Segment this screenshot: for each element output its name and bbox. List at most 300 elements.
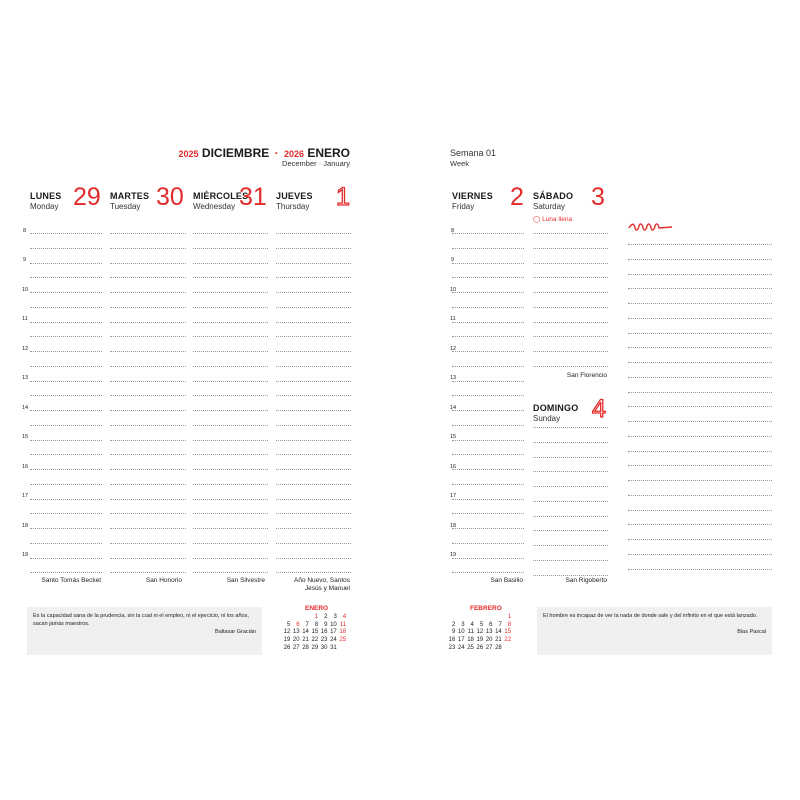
writing-line: [193, 322, 268, 323]
day-header-saturday: [533, 183, 608, 223]
writing-line: [276, 410, 351, 411]
writing-line: [533, 427, 608, 428]
writing-line: [30, 277, 102, 278]
calendar-day: 5: [479, 621, 484, 628]
writing-line: [276, 351, 351, 352]
writing-line: [628, 465, 772, 466]
calendar-day: 11: [339, 621, 347, 628]
calendar-day: 23: [320, 637, 328, 644]
calendar-day: 26: [283, 644, 291, 651]
writing-line: [533, 248, 608, 249]
writing-line: [110, 440, 186, 441]
saint-monday: Santo Tomás Becket: [41, 577, 101, 584]
saint-thursday: [294, 577, 350, 593]
quote-text-left: Es la capacidad sana de la prudencia, sin la cual ni el empleo, ni el ejercicio, ni los años, sacan jamás maestros.: [33, 613, 249, 628]
writing-line: [30, 410, 102, 411]
calendar-day: 9: [324, 621, 328, 628]
writing-line: [628, 436, 772, 437]
mini-calendar-title: ENERO: [305, 605, 329, 612]
calendar-day: [300, 614, 309, 622]
writing-line: [30, 233, 102, 234]
hour-label: 11: [22, 316, 28, 322]
writing-line: [110, 469, 186, 470]
writing-line: [193, 351, 268, 352]
writing-line: [110, 425, 186, 426]
writing-line: [628, 554, 772, 555]
writing-line: [110, 277, 186, 278]
writing-line: [628, 347, 772, 348]
writing-line: [276, 292, 351, 293]
writing-line: [30, 454, 102, 455]
writing-line: [276, 233, 351, 234]
hour-label: 19: [450, 552, 457, 558]
writing-line: [628, 274, 772, 275]
day-name-en: Sunday: [533, 414, 561, 423]
writing-line: [533, 516, 608, 517]
day-header-wednesday: [193, 183, 268, 211]
writing-line: [30, 440, 102, 441]
writing-line: [110, 366, 186, 367]
writing-line: [628, 510, 772, 511]
writing-line: [452, 425, 524, 426]
week-label-en: Week: [450, 159, 470, 168]
calendar-day: 16: [320, 629, 328, 636]
writing-line: [276, 543, 351, 544]
writing-line: [193, 543, 268, 544]
writing-line: [193, 425, 268, 426]
writing-line: [533, 366, 608, 367]
day-name-es: SÁBADO: [533, 191, 574, 201]
writing-line: [30, 513, 102, 514]
writing-line: [110, 572, 186, 573]
writing-line: [276, 499, 351, 500]
writing-line: [193, 277, 268, 278]
calendar-day: 6: [489, 621, 493, 628]
writing-line: [628, 569, 772, 570]
calendar-day: 23: [448, 644, 456, 651]
title-separator: ·: [274, 146, 279, 160]
hour-label: 13: [22, 375, 29, 381]
writing-line: [276, 263, 351, 264]
day-number: 1: [336, 183, 350, 211]
writing-line: [30, 351, 102, 352]
writing-line: [533, 351, 608, 352]
day-name-en: Friday: [452, 202, 475, 211]
writing-line: [452, 572, 524, 573]
calendar-day: 13: [292, 629, 300, 636]
writing-line: [276, 336, 351, 337]
writing-line: [30, 322, 102, 323]
writing-line: [628, 362, 772, 363]
calendar-day: [337, 645, 346, 653]
calendar-day: 28: [495, 644, 502, 651]
writing-line: [110, 322, 186, 323]
writing-line: [628, 406, 772, 407]
writing-line: [452, 484, 524, 485]
writing-line: [533, 277, 608, 278]
writing-line: [276, 307, 351, 308]
writing-line: [628, 318, 772, 319]
calendar-day: 22: [504, 637, 512, 644]
writing-line: [452, 277, 524, 278]
writing-line: [30, 558, 102, 559]
writing-line: [452, 558, 524, 559]
writing-line: [193, 528, 268, 529]
writing-line: [628, 480, 772, 481]
calendar-day: [492, 614, 501, 622]
writing-line: [452, 410, 524, 411]
writing-line: [628, 539, 772, 540]
calendar-day: 15: [311, 629, 319, 636]
writing-line: [276, 366, 351, 367]
writing-line: [110, 410, 186, 411]
writing-line: [193, 307, 268, 308]
writing-line: [452, 322, 524, 323]
hour-label: 17: [450, 493, 457, 499]
day-number: 29: [73, 183, 101, 211]
calendar-day: 10: [330, 621, 337, 628]
writing-line: [110, 351, 186, 352]
calendar-day: 12: [283, 629, 291, 636]
calendar-day: 17: [457, 637, 465, 644]
writing-line: [30, 395, 102, 396]
writing-line: [30, 484, 102, 485]
writing-line: [276, 454, 351, 455]
day-header-monday: [30, 183, 102, 211]
calendar-day: 13: [485, 629, 493, 636]
calendar-day: 25: [467, 644, 474, 651]
writing-line: [628, 421, 772, 422]
writing-line: [110, 499, 186, 500]
calendar-day: [455, 614, 464, 622]
month-end: ENERO: [307, 146, 350, 160]
writing-line: [452, 233, 524, 234]
hour-label: 12: [450, 346, 457, 352]
day-number: 3: [591, 183, 605, 211]
calendar-day: 10: [457, 629, 465, 636]
writing-line: [628, 303, 772, 304]
calendar-day: 25: [339, 637, 347, 644]
hour-label: 16: [22, 464, 29, 470]
calendar-day: 7: [498, 621, 502, 628]
full-moon-label: ◯ Luna llena: [533, 216, 573, 223]
writing-line: [452, 381, 524, 382]
writing-line: [628, 495, 772, 496]
writing-line: [110, 336, 186, 337]
saint-line: Año Nuevo, Santos: [293, 577, 350, 584]
calendar-day: 20: [292, 637, 300, 644]
day-number: 30: [156, 183, 184, 211]
writing-line: [533, 530, 608, 531]
saint-friday: San Basilio: [490, 577, 523, 584]
day-name-en: Saturday: [533, 202, 566, 211]
writing-line: [193, 292, 268, 293]
writing-line: [533, 575, 608, 576]
writing-line: [628, 259, 772, 260]
saint-saturday: San Florencio: [566, 372, 607, 379]
writing-line: [628, 392, 772, 393]
week-label: Semana 01: [450, 148, 497, 158]
mini-calendar-title: FEBRERO: [470, 605, 502, 612]
writing-line: [452, 513, 524, 514]
writing-line: [452, 543, 524, 544]
calendar-day: 5: [286, 621, 291, 628]
writing-line: [276, 322, 351, 323]
writing-line: [628, 451, 772, 452]
calendar-day: 11: [467, 629, 474, 636]
day-header-thursday: [276, 183, 351, 211]
writing-line: [533, 457, 608, 458]
calendar-day: 14: [302, 629, 309, 636]
writing-line: [193, 336, 268, 337]
writing-line: [276, 395, 351, 396]
writing-line: [452, 292, 524, 293]
calendar-day: [465, 614, 474, 622]
writing-line: [193, 484, 268, 485]
calendar-day: [446, 614, 455, 622]
writing-line: [110, 381, 186, 382]
calendar-day: [281, 614, 290, 622]
writing-line: [193, 572, 268, 573]
quote-author-right: Blas Pascal: [737, 629, 766, 635]
calendar-day: 29: [311, 644, 319, 651]
day-number: 4: [592, 395, 606, 423]
writing-line: [452, 440, 524, 441]
writing-line: [193, 395, 268, 396]
day-name-es: DOMINGO: [533, 403, 579, 413]
writing-line: [628, 377, 772, 378]
writing-line: [193, 381, 268, 382]
writing-line: [533, 501, 608, 502]
writing-line: [110, 292, 186, 293]
calendar-day: 15: [504, 629, 512, 636]
writing-line: [193, 469, 268, 470]
day-name-en: Tuesday: [110, 202, 141, 211]
writing-line: [110, 395, 186, 396]
calendar-day: 22: [311, 637, 319, 644]
writing-line: [193, 454, 268, 455]
writing-line: [452, 469, 524, 470]
day-name-en: Monday: [30, 202, 59, 211]
saint-sunday: San Rigoberto: [565, 577, 607, 584]
calendar-day: 16: [448, 637, 456, 644]
writing-line: [533, 336, 608, 337]
year-start: 2025: [178, 149, 199, 159]
calendar-day: 3: [461, 621, 465, 628]
calendar-day: 21: [302, 637, 309, 644]
hour-label: 9: [451, 257, 455, 263]
writing-line: [110, 454, 186, 455]
calendar-day: 6: [296, 621, 300, 628]
hour-label: 12: [22, 346, 29, 352]
writing-line: [110, 513, 186, 514]
day-name-es: JUEVES: [276, 191, 313, 201]
writing-line: [452, 528, 524, 529]
writing-line: [110, 528, 186, 529]
writing-line: [276, 440, 351, 441]
writing-line: [533, 263, 608, 264]
hour-label: 11: [450, 316, 456, 322]
writing-line: [30, 425, 102, 426]
calendar-day: 1: [507, 614, 512, 620]
calendar-day: 8: [314, 621, 319, 628]
hour-label: 17: [22, 493, 29, 499]
writing-line: [30, 248, 102, 249]
writing-line: [30, 469, 102, 470]
saint-wednesday: San Silvestre: [226, 577, 265, 584]
hour-label: 18: [450, 523, 457, 529]
calendar-day: 28: [302, 644, 309, 651]
hour-label: 8: [23, 228, 27, 234]
calendar-day: [483, 614, 492, 622]
writing-line: [193, 410, 268, 411]
writing-line: [276, 558, 351, 559]
hour-label: 8: [451, 228, 455, 234]
day-header-tuesday: [110, 183, 186, 211]
writing-line: [533, 322, 608, 323]
calendar-day: [474, 614, 483, 622]
hour-label: 18: [22, 523, 29, 529]
writing-line: [110, 558, 186, 559]
calendar-day: 8: [507, 621, 512, 628]
writing-line: [276, 277, 351, 278]
calendar-day: 24: [457, 644, 465, 651]
writing-line: [193, 263, 268, 264]
writing-line: [452, 351, 524, 352]
writing-line: [628, 333, 772, 334]
hour-label: 10: [22, 287, 29, 293]
squiggle-icon: [628, 222, 674, 232]
page-subtitle-left: December · January: [282, 159, 350, 168]
writing-line: [193, 248, 268, 249]
writing-line: [30, 543, 102, 544]
calendar-day: 4: [470, 621, 474, 628]
quote-text-right: El hombre es incapaz de ver la nada de donde sale y del infinito en el que está lanzado.: [543, 613, 758, 619]
hour-label: 15: [22, 434, 29, 440]
mini-calendar-enero: [281, 614, 346, 652]
writing-line: [628, 524, 772, 525]
day-name-es: MARTES: [110, 191, 150, 201]
calendar-day: 31: [330, 644, 337, 651]
writing-line: [276, 425, 351, 426]
day-name-es: VIERNES: [452, 191, 493, 201]
writing-line: [533, 560, 608, 561]
hour-label: 14: [450, 405, 457, 411]
writing-line: [452, 336, 524, 337]
writing-line: [533, 307, 608, 308]
writing-line: [276, 484, 351, 485]
calendar-day: 24: [330, 637, 337, 644]
calendar-day: 19: [476, 637, 484, 644]
calendar-day: 27: [485, 644, 493, 651]
writing-line: [533, 486, 608, 487]
calendar-day: 7: [305, 621, 309, 628]
writing-line: [276, 381, 351, 382]
writing-line: [276, 513, 351, 514]
calendar-day: 12: [476, 629, 484, 636]
writing-line: [452, 395, 524, 396]
hour-label: 16: [450, 464, 457, 470]
calendar-day: 27: [292, 644, 300, 651]
page-title-left: [179, 146, 350, 160]
writing-line: [533, 292, 608, 293]
writing-line: [533, 471, 608, 472]
writing-line: [30, 572, 102, 573]
calendar-day: 18: [339, 629, 347, 636]
writing-line: [30, 307, 102, 308]
calendar-day: 21: [495, 637, 502, 644]
writing-line: [193, 233, 268, 234]
calendar-day: 2: [324, 614, 328, 620]
writing-line: [628, 244, 772, 245]
writing-line: [30, 381, 102, 382]
calendar-day: 1: [314, 614, 319, 620]
writing-line: [452, 307, 524, 308]
writing-line: [276, 469, 351, 470]
writing-line: [110, 484, 186, 485]
writing-line: [533, 442, 608, 443]
writing-line: [110, 248, 186, 249]
writing-line: [452, 366, 524, 367]
year-end: 2026: [283, 149, 304, 159]
writing-line: [110, 233, 186, 234]
saint-line: Jesús y Manuel: [304, 585, 350, 593]
quote-author-left: Baltasar Gracián: [215, 629, 256, 635]
writing-line: [628, 288, 772, 289]
day-number: 2: [510, 183, 524, 211]
calendar-day: 4: [342, 614, 347, 620]
hour-label: 9: [23, 257, 27, 263]
calendar-day: 2: [451, 621, 456, 628]
calendar-day: 14: [495, 629, 502, 636]
writing-line: [110, 543, 186, 544]
month-start: DICIEMBRE: [201, 146, 270, 160]
writing-line: [30, 336, 102, 337]
writing-line: [110, 263, 186, 264]
hour-label: 10: [450, 287, 457, 293]
writing-line: [30, 292, 102, 293]
writing-line: [276, 572, 351, 573]
calendar-day: 17: [330, 629, 337, 636]
hour-label: 19: [22, 552, 29, 558]
writing-line: [193, 558, 268, 559]
writing-line: [193, 440, 268, 441]
writing-line: [452, 263, 524, 264]
writing-line: [30, 528, 102, 529]
day-name-es: LUNES: [30, 191, 62, 201]
writing-line: [533, 233, 608, 234]
hour-label: 14: [22, 405, 29, 411]
writing-line: [452, 454, 524, 455]
day-header-sunday: [533, 395, 608, 423]
writing-line: [30, 263, 102, 264]
writing-line: [30, 499, 102, 500]
day-header-friday: [452, 183, 524, 211]
calendar-day: 26: [476, 644, 484, 651]
day-name-es: MIÉRCOLES: [193, 191, 249, 201]
calendar-day: 18: [467, 637, 474, 644]
writing-line: [193, 513, 268, 514]
writing-line: [452, 248, 524, 249]
calendar-day: 3: [333, 614, 337, 620]
calendar-day: 30: [320, 644, 328, 651]
writing-line: [276, 528, 351, 529]
writing-line: [193, 499, 268, 500]
writing-line: [533, 545, 608, 546]
calendar-day: [502, 645, 511, 653]
mini-calendar-febrero: [446, 614, 511, 652]
calendar-day: 19: [283, 637, 291, 644]
